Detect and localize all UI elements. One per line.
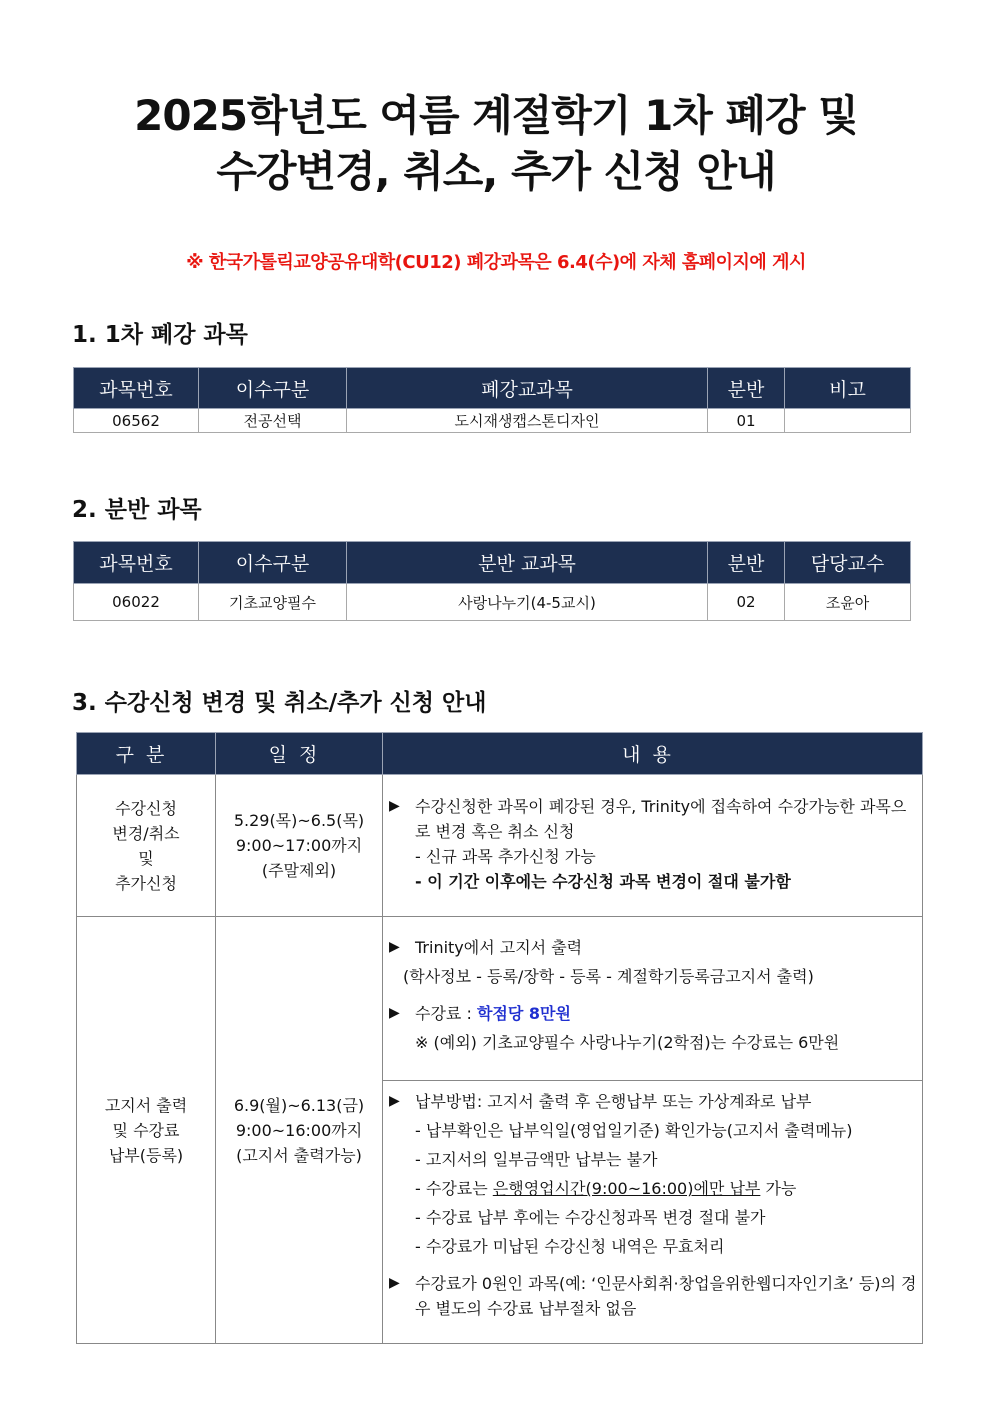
item-text: 수강료 : — [415, 1004, 477, 1023]
section1-table — [73, 367, 911, 433]
sub-item: - 수강료 납부 후에는 수강신청과목 변경 절대 불가 — [415, 1208, 766, 1227]
sub-text-underlined: 은행영업시간(9:00~16:00)에만 납부 — [492, 1179, 761, 1198]
list-item — [387, 1271, 918, 1321]
schedule-line: (주말제외) — [261, 861, 337, 880]
cell-remark — [785, 409, 911, 433]
header-cell: 비고 — [785, 368, 911, 409]
cell-category — [77, 917, 216, 1344]
category-line: 및 — [138, 848, 154, 868]
sub-item: ※ (예외) 기초교양필수 사랑나누기(2학점)는 수강료는 6만원 — [415, 1033, 840, 1052]
cell-course-name: 사랑나누기(4-5교시) — [347, 584, 708, 621]
triangle-bullet-icon: ▶ — [389, 939, 400, 955]
cell-content — [383, 775, 923, 917]
section1-title: 1. 1차 폐강 과목 — [72, 322, 248, 348]
list-item — [387, 794, 918, 844]
section1-header-row — [74, 368, 911, 409]
header-cell: 담당교수 — [785, 542, 911, 584]
sub-item: (학사정보 - 등록/장학 - 등록 - 계절학기등록금고지서 출력) — [403, 967, 814, 986]
section2-title: 2. 분반 과목 — [72, 497, 202, 523]
list-item — [387, 1089, 918, 1114]
cell-content — [383, 917, 923, 1344]
category-line: 수강신청 — [115, 798, 177, 818]
table-row — [77, 775, 923, 917]
section3-table — [76, 732, 923, 1344]
cell-section: 02 — [708, 584, 785, 621]
sub-item-warning: - 이 기간 이후에는 수강신청 과목 변경이 절대 불가함 — [415, 872, 791, 891]
category-line: 고지서 출력 — [104, 1095, 188, 1115]
cell-section: 01 — [708, 409, 785, 433]
cell-schedule — [216, 917, 383, 1344]
schedule-line: 6.9(월)~6.13(금) — [233, 1095, 365, 1115]
header-cell: 과목번호 — [74, 368, 199, 409]
section3-header-row — [77, 733, 923, 775]
section3-title: 3. 수강신청 변경 및 취소/추가 신청 안내 — [72, 690, 487, 716]
document-title — [0, 88, 992, 200]
cell-schedule — [216, 775, 383, 917]
schedule-line: 9:00~16:00까지 — [235, 1120, 363, 1140]
header-cell: 분반 — [708, 368, 785, 409]
header-cell: 이수구분 — [199, 368, 347, 409]
triangle-bullet-icon: ▶ — [389, 1005, 400, 1021]
table-row — [74, 409, 911, 433]
cell-category: 기초교양필수 — [199, 584, 347, 621]
sub-item: - 납부확인은 납부익일(영업일기준) 확인가능(고지서 출력메뉴) — [415, 1121, 853, 1140]
cell-course-number: 06022 — [74, 584, 199, 621]
triangle-bullet-icon: ▶ — [389, 798, 400, 814]
title-line-1: 2025학년도 여름 계절학기 1차 폐강 및 — [134, 91, 858, 140]
section2-table — [73, 541, 911, 621]
cell-category: 전공선택 — [199, 409, 347, 433]
cell-category — [77, 775, 216, 917]
cell-professor: 조윤아 — [785, 584, 911, 621]
title-line-2: 수강변경, 취소, 추가 신청 안내 — [216, 147, 776, 196]
triangle-bullet-icon: ▶ — [389, 1093, 400, 1109]
schedule-line: 5.29(목)~6.5(목) — [233, 811, 365, 830]
list-item — [387, 1001, 918, 1026]
notice-text: ※ 한국가톨릭교양공유대학(CU12) 폐강과목은 6.4(수)에 자체 홈페이지에 게시 — [186, 252, 806, 273]
category-line: 및 수강료 — [112, 1120, 180, 1140]
sub-text: 가능 — [760, 1179, 797, 1198]
header-cell: 이수구분 — [199, 542, 347, 584]
section2-header-row — [74, 542, 911, 584]
category-line: 추가신청 — [115, 873, 177, 893]
category-line: 납부(등록) — [108, 1145, 184, 1165]
item-text: 납부방법: 고지서 출력 후 은행납부 또는 가상계좌로 납부 — [415, 1092, 812, 1111]
sub-item: - 고지서의 일부금액만 납부는 불가 — [415, 1150, 658, 1169]
fee-value: 학점당 8만원 — [476, 1004, 571, 1023]
sub-item — [387, 1176, 918, 1201]
category-line: 변경/취소 — [112, 823, 180, 843]
list-item — [387, 935, 918, 960]
item-text: Trinity에서 고지서 출력 — [415, 938, 583, 957]
header-cell: 구분 — [77, 733, 216, 775]
sub-item: - 신규 과목 추가신청 가능 — [415, 847, 596, 866]
header-cell: 과목번호 — [74, 542, 199, 584]
item-text: 수강료가 0원인 과목(예: ‘인문사회취·창업을위한웹디자인기초’ 등)의 경우 별도의 수강료 납부절차 없음 — [415, 1274, 917, 1318]
cell-course-name: 도시재생캡스톤디자인 — [347, 409, 708, 433]
content-block-payment — [383, 1081, 922, 1321]
table-row — [77, 917, 923, 1344]
header-cell: 분반 교과목 — [347, 542, 708, 584]
header-cell: 분반 — [708, 542, 785, 584]
table-row — [74, 584, 911, 621]
schedule-line: 9:00~17:00까지 — [235, 836, 363, 855]
triangle-bullet-icon: ▶ — [389, 1275, 400, 1291]
content-block-invoice — [383, 917, 922, 1081]
sub-text: - 수강료는 — [415, 1179, 493, 1198]
header-cell: 일정 — [216, 733, 383, 775]
cell-course-number: 06562 — [74, 409, 199, 433]
sub-item: - 수강료가 미납된 수강신청 내역은 무효처리 — [415, 1237, 725, 1256]
schedule-line: (고지서 출력가능) — [236, 1145, 362, 1165]
header-cell: 폐강교과목 — [347, 368, 708, 409]
header-cell: 내용 — [383, 733, 923, 775]
item-text: 수강신청한 과목이 폐강된 경우, Trinity에 접속하여 수강가능한 과목으로 변경 혹은 취소 신청 — [415, 797, 907, 841]
